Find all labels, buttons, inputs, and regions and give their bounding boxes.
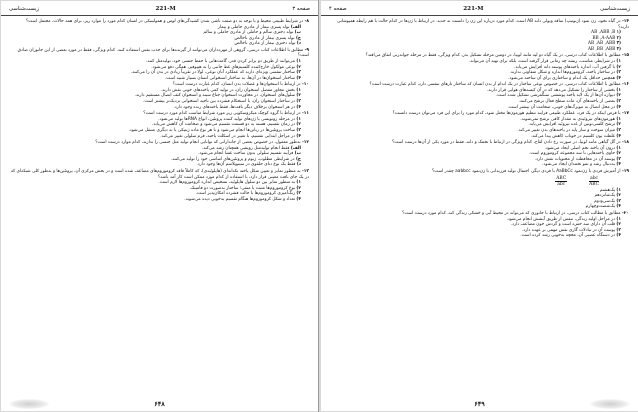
question-number: ۱۷- bbox=[621, 111, 629, 117]
answer-option bbox=[10, 197, 309, 203]
question-stem bbox=[10, 48, 309, 59]
question-number: ۹- bbox=[304, 47, 309, 53]
option-label: ب) bbox=[294, 151, 301, 157]
fraction bbox=[589, 176, 599, 187]
option-text: تولد پسری بیمار از مادری ناخالص bbox=[234, 35, 295, 41]
question-text: در ارتباط با استخوان‌ها و عضلات بدن انسان، کدام عبارت درست است؟ bbox=[172, 82, 301, 88]
option-text: AB ,ABB ,B bbox=[590, 30, 616, 36]
answer-option bbox=[330, 204, 629, 210]
option-text: یک‌هشتم bbox=[599, 187, 616, 193]
option-text: پوست آن در تبادلات گازی نقش مهمی بر عهده دارد. bbox=[521, 227, 616, 233]
option-text: ساخت پروتئین‌ها در رناتن‌ها انجام می‌شود و با هر نوع ماده ژنتیکی یا به دیگری منتقل می‌شود. bbox=[128, 127, 296, 133]
option-label: ۳) bbox=[616, 198, 621, 204]
question-stem bbox=[10, 169, 309, 180]
option-text: تولد دختری سالم و حاملی از مادری حاملی و سالم bbox=[203, 30, 294, 36]
question-number: ۱۳- bbox=[301, 169, 309, 175]
option-text: همچنین حداقل یک اندام و ساختاری برای آن ساخته می‌شود. bbox=[508, 75, 616, 81]
option-label: ۴) bbox=[296, 196, 301, 202]
header-code: 221-M bbox=[155, 6, 176, 12]
question-text: در گیاه نخود، ژن نمود (ژنوتیپ) ساقه ویولی دانه AB است، کدام مورد درباره این ژن را دانست نه جدید. در ارتباط با ژن‌ها در کدام حالت با هم رابطه همپوشانی دارند؟ bbox=[336, 19, 629, 30]
option-label: ۲) bbox=[616, 93, 621, 99]
question bbox=[10, 82, 309, 110]
question bbox=[330, 140, 629, 168]
option-text: دیواره آن‌ها از یک لایه یاخته پوششی سنگفرشی تشکیل شده است. bbox=[495, 93, 616, 99]
option-label: ۱) bbox=[616, 216, 621, 222]
option-label: ۲) bbox=[616, 222, 621, 228]
option-label: ۴) bbox=[296, 104, 301, 110]
fraction-row bbox=[330, 175, 629, 188]
watermark-logo bbox=[9, 399, 49, 409]
option-text: سلول‌های استخوان، در مجاورت استخوان جناغ سینه و استخوان کتف اتصال مستقیم دارند. bbox=[134, 93, 296, 99]
option-label: ۲) bbox=[296, 93, 301, 99]
fraction-denominator: abc bbox=[557, 181, 566, 187]
option-text: در هر استخوان برخلاف دیگر بافت‌ها، فقط یاخته‌های زنده وجود دارد. bbox=[173, 104, 296, 110]
option-text: درون آن یاخته تخم اصلی ایجاد می‌شود. bbox=[544, 145, 616, 151]
option-label: ۲) bbox=[616, 193, 621, 199]
option-label: ۳) bbox=[296, 191, 301, 197]
page-gutter bbox=[318, 0, 319, 412]
option-text: می‌توانند از طریق دو برابر کردن قدر، گامت‌هایی با حفظ جنسی خود، تولید‌مثل کنند. bbox=[146, 59, 296, 65]
right-page bbox=[321, 1, 638, 411]
option-label: الف) bbox=[290, 24, 301, 30]
option-label: ۲) bbox=[616, 35, 621, 41]
question bbox=[330, 82, 629, 110]
option-label: ۴) bbox=[616, 204, 621, 210]
answer-option bbox=[330, 47, 629, 53]
option-label: ۱) bbox=[296, 59, 301, 65]
option-text: فرآیند تقسیم سلولی بدون ساخت غشا انجام می‌شود. bbox=[197, 151, 294, 157]
option-label: د) bbox=[296, 41, 301, 47]
option-label: ۳) bbox=[616, 156, 621, 162]
option-label: ۱) bbox=[616, 59, 621, 65]
answer-option bbox=[330, 233, 629, 239]
option-label: ۲) bbox=[616, 151, 621, 157]
option-text: بخشی از ساختار را تشکیل می‌دهد که در آن کیسه‌های هوایی قرار دارند. bbox=[486, 87, 616, 93]
option-label: ج) bbox=[295, 156, 301, 162]
option-text: در شرایطی مناسب، ریشه چه زمانی قرار گرفته است، بلکه برای تهیه آن می‌تواند. bbox=[468, 59, 616, 65]
question-number: ۱۴- bbox=[621, 19, 629, 24]
option-text: به منظور تمایز بین دو سلول هاپلوئید، تشخیص اندازه کروموزوم‌ها لازم است. bbox=[158, 180, 296, 186]
question bbox=[10, 19, 309, 47]
option-text: نوع کروموزوم‌ها مثبت یا منفی؛ ساختار به‌صورت دو فامینک. bbox=[189, 185, 296, 191]
option-text: با گرفتن آب، اندازه یاخته‌های پوسته دانه افزایش می‌یابد. bbox=[514, 64, 616, 70]
option-text: فقط یک نوع دنای حلقوی در سیتوپلاسم آن‌ها وجود دارد. bbox=[196, 162, 296, 168]
question-number: ۱۸- bbox=[621, 140, 629, 146]
question-number: ۱۱- bbox=[301, 111, 309, 117]
option-label: ۴) bbox=[616, 162, 621, 168]
header-page-label: صفحه ۴ bbox=[329, 6, 347, 12]
option-text: AB ,BB ,ABB bbox=[587, 46, 616, 52]
option-label: ۴) bbox=[616, 233, 621, 239]
header-subject: زیست‌شناسی bbox=[9, 6, 39, 12]
option-label: ۳) bbox=[616, 70, 621, 76]
question-text: مطابق با اطلاعات کتاب درسی، گروهی از مهره‌داران می‌توانند از گیرنده‌ها برای جذب نفس استفاده کنند. کدام ویژگی، فقط در مورد بعضی از این جانوران صادق است؟ bbox=[17, 47, 309, 59]
question bbox=[330, 169, 629, 210]
option-text: رنگ‌آمیزی کروموزوم‌ها با حالت فشرده امکان‌پذیر است. bbox=[195, 191, 296, 197]
option-label: ۱) bbox=[616, 30, 621, 36]
option-text: در شرایطی مطلوب، ژنوم و پروتئین‌های اساسی خود را تولید می‌کنند. bbox=[170, 156, 295, 162]
option-text: BB ,A-AAB bbox=[592, 35, 616, 41]
option-label: ۲) bbox=[616, 64, 621, 70]
answer-option bbox=[10, 134, 309, 140]
question bbox=[330, 111, 629, 139]
option-text: هورمون‌های تیروئیدی به مقدار کافی ترشح نمی‌شوند. bbox=[520, 116, 616, 122]
answer-option bbox=[10, 41, 309, 47]
question-number: ۱۲- bbox=[301, 140, 309, 146]
question bbox=[330, 53, 629, 81]
question-text: مطابق با اطلاعات کتاب درسی، در خصوص نوعی ساختار در یک اندام از بدن انسان که ساختار تار‌های تنفسی دارد، کدام عبارت درست است؟ bbox=[369, 82, 621, 88]
option-text: در مراحل اولیه زندگی، تنفس از طریق آبشش انجام می‌شود. bbox=[506, 216, 616, 222]
option-label: ۱) bbox=[616, 87, 621, 93]
question bbox=[10, 140, 309, 168]
question bbox=[10, 169, 309, 202]
option-text: به‌دنبال رشد و نمو تخمدان ایجاد می‌شود. bbox=[542, 162, 616, 168]
option-label: ۱) bbox=[296, 116, 301, 122]
question-number: ۱۵- bbox=[621, 53, 629, 59]
fraction-denominator: ABC bbox=[589, 181, 599, 187]
question-number: ۱۶- bbox=[621, 82, 629, 88]
answer-option bbox=[330, 76, 629, 82]
option-label: ۴) bbox=[616, 133, 621, 139]
option-text: یک‌سی‌ودوم bbox=[594, 198, 616, 204]
question-text: در ارتباط با گروه کوچک میکروسکوپی زیر مورد شرایط مناسب کدام مورد درست است؟ bbox=[143, 111, 301, 117]
option-label: ۲) bbox=[616, 122, 621, 128]
option-text: پوسته آن در محافظت از محتویات نقش دارد. bbox=[534, 156, 616, 162]
option-text: بعضی از یاخته‌های آن، ماده سطح فعال ترشح می‌کنند. bbox=[518, 99, 616, 105]
option-text: نوعی مولکول خارج‌کننده کلسیم‌های غط جانبی را به هیپوفیز، همگی دفع می‌شود. bbox=[151, 64, 296, 70]
question bbox=[10, 48, 309, 81]
question-stem bbox=[330, 19, 629, 30]
question-text: به منظور تمایز و تعیین شکل یاخته تکدانه‌ای (هاپلوئیدی)، که کاملاً فاقد کروموزوم‌های مضاعف شده است و در بخش مرکزی آن، پروتئین‌ها و به‌طور کلی شبکه‌ای که در یک جای بافت معینی قرار دارد، با استفاده از کدام مورد ممکن است کار آمد باشد؟ bbox=[10, 169, 309, 180]
answer-option bbox=[330, 162, 629, 168]
fraction-numerator: abc bbox=[590, 175, 598, 181]
option-label: ۴) bbox=[616, 75, 621, 81]
option-text: AB ,AB ,ABB bbox=[587, 41, 616, 47]
page-number: ۶۴۹ bbox=[474, 400, 485, 408]
option-text: قلب آن دارای سه حفره است و گردش خون مضاعف دارد. bbox=[510, 222, 616, 228]
page-header bbox=[1, 1, 318, 16]
question-text: در شرایط طبیعی محیط و با توجه به دو صفت ناشی شدن کشیدگی‌های لوس و همولیتیکی در انسان کدام مورد را موارد زیر، برای همه حالات، محتمل است؟ bbox=[25, 19, 304, 24]
page-header bbox=[321, 1, 638, 16]
option-label: ۴) bbox=[616, 104, 621, 110]
fraction-numerator: ABC bbox=[556, 175, 567, 181]
question bbox=[330, 19, 629, 52]
question-list bbox=[1, 16, 318, 202]
header-page-label: صفحه ۳ bbox=[292, 6, 310, 12]
option-text: در دستگاه عصبی آن، مخچه به‌خوبی رشد کرده است. bbox=[520, 233, 616, 239]
option-text: ترشح کلسی‌تونین از غده تیروئید افزایش می‌یابد. bbox=[528, 122, 616, 128]
question-text: در گل گیاهی مانند لوبیا، در صورت رخ دادن لقاح، کدام ویژگی در ارتباط با تخمک و دانه، فقط در مورد یکی از آن‌ها درست است؟ bbox=[392, 140, 621, 146]
option-text: بخش مجاور مفصل استخوان ران، در تولید کمی یاخته‌های خونی نقش دارند. bbox=[160, 87, 296, 93]
option-label: ۴) bbox=[296, 133, 301, 139]
option-text: میزان سوخت و ساز پایه در یاخته‌های بدن تغییر می‌کند. bbox=[517, 127, 616, 133]
option-label: ۳) bbox=[616, 127, 621, 133]
answer-option bbox=[10, 105, 309, 111]
option-text: حاوی یاخته‌هایی با سه مجموعه کروموزوم است. bbox=[529, 151, 616, 157]
option-label: ۳) bbox=[616, 99, 621, 105]
question-text: با فرض اینکه در یک فرد، عملکرد طبیعی فرایند تنظیم هورمون‌ها مختل شود، کدام مورد را برای این فرد می‌توان درست دانست؟ bbox=[392, 111, 621, 117]
option-label: ۱) bbox=[296, 180, 301, 186]
option-text: ساختار استخوان‌ها در آن‌ها، به ساختار استخوانی انسان بسیار شبیه است. bbox=[164, 75, 296, 81]
option-text: در مرحله رونویسی با ژن‌های تولید کننده پروتئین، انواع RNA‌ها تولید می‌شود. bbox=[158, 116, 296, 122]
answer-option bbox=[330, 134, 629, 140]
option-text: در ساختار یاخته، کروموزوم‌ها اندازه و شکل متفاوتی ندارند. bbox=[509, 70, 616, 76]
option-label: ۱) bbox=[296, 87, 301, 93]
option-text: تعداد و شکل کروموزوم‌ها هنگام تقسیم به‌خوبی دیده می‌شوند. bbox=[184, 196, 296, 202]
option-label: ۱) bbox=[616, 116, 621, 122]
answer-option bbox=[330, 105, 629, 111]
option-text: فقط انجام تولید‌مثل رویشی همچنان رشد می‌کند. bbox=[201, 145, 290, 151]
page-number: ۶۴۸ bbox=[154, 400, 165, 408]
option-label: ۴) bbox=[616, 46, 621, 52]
option-label: ۴) bbox=[296, 75, 301, 81]
header-code: 221-M bbox=[463, 6, 484, 12]
option-label: ۳) bbox=[296, 99, 301, 105]
question-number: ۱۹- bbox=[621, 169, 629, 175]
header-subject: زیست‌شناسی bbox=[600, 6, 630, 12]
option-text: در محل اتصال به مویرگ‌های خونی، ضخامت آن بیشتر است. bbox=[507, 104, 616, 110]
question-text: از آمیزش فردی با ژن‌نمود AaBbCc با فردی دیگر، احتمال تولید فرزندانی با ژن‌نمود aabbcc چقدر است؟ bbox=[431, 169, 621, 175]
question bbox=[10, 111, 309, 139]
option-text: ساختار تنفسی ویژه‌ای دارند که عملکرد آنان نوعی، لولا در تقریباً زیادی در بدن آن را می‌کنند. bbox=[130, 70, 296, 76]
option-label: ب) bbox=[294, 30, 301, 36]
option-text: در ساختار استخوان ران، با استحکام فشرده بین ناحیه استخوانی نزدیک‌تر بیشتر است. bbox=[142, 99, 296, 105]
option-label: ۳) bbox=[616, 41, 621, 47]
answer-option bbox=[10, 76, 309, 82]
answer-option bbox=[10, 162, 309, 168]
option-label: ۱) bbox=[616, 145, 621, 151]
option-label: ۲) bbox=[296, 122, 301, 128]
option-text: یک‌شصت‌وچهارم bbox=[585, 204, 616, 210]
option-text: تولد پسری بیمار از مادری حاملی و بیمار bbox=[217, 24, 290, 30]
option-label: ج) bbox=[295, 35, 301, 41]
question-number: ۱۰- bbox=[301, 82, 309, 88]
question-text: مطابق با مطالب کتاب درسی، در ارتباط با جانوری که می‌تواند در محیط آبی و خشکی زندگی کند، کدام مورد درست است؟ bbox=[402, 211, 621, 217]
option-label: ۲) bbox=[296, 185, 301, 191]
question-number: ۲۰- bbox=[621, 211, 629, 217]
question-number: ۸- bbox=[304, 19, 309, 24]
option-label: ۲) bbox=[296, 64, 301, 70]
fraction bbox=[555, 176, 567, 187]
option-label: الف) bbox=[290, 145, 301, 151]
option-label: ۳) bbox=[296, 70, 301, 76]
question-list bbox=[321, 16, 638, 239]
question-text: مطابق با اطلاعات کتاب درسی، در یک گیاه دو لپه مانند لوبیا، در دومین مرحله تشکیل بذر، کدام ویژگی، فقط در مرحله جوانه‌زنی اتفاق می‌افتد؟ bbox=[365, 53, 621, 59]
option-label: ۳) bbox=[616, 227, 621, 233]
option-text: تولد دختری بیمار از مادری ناخالص bbox=[234, 41, 296, 47]
option-text: در زمان تقسیم، هسته به دو قسمت تقسیم می‌شود و ضخامت آن کاهش می‌یابد. bbox=[151, 122, 296, 128]
option-label: ۱) bbox=[616, 187, 621, 193]
question bbox=[330, 211, 629, 239]
option-label: ۳) bbox=[296, 127, 301, 133]
question-text: به‌طور معمول، در خصوص بعضی از جاندارانی که توانایی انجام تولید مثل جنسی را ندارند، کدام موارد درست است؟ bbox=[95, 140, 301, 146]
watermark-logo bbox=[590, 399, 630, 409]
option-label: د) bbox=[296, 162, 301, 168]
option-text: در مراحل ابتدایی تقسیم، با تغییر در اسکلت یاخته، فرم سلولی تغییر می‌کند. bbox=[160, 133, 296, 139]
option-text: یک‌شانزدهم bbox=[594, 193, 616, 199]
option-text: غلظت یون کلسیم در خوناب کاهش پیدا می‌کند. bbox=[530, 133, 616, 139]
left-page bbox=[1, 1, 318, 411]
